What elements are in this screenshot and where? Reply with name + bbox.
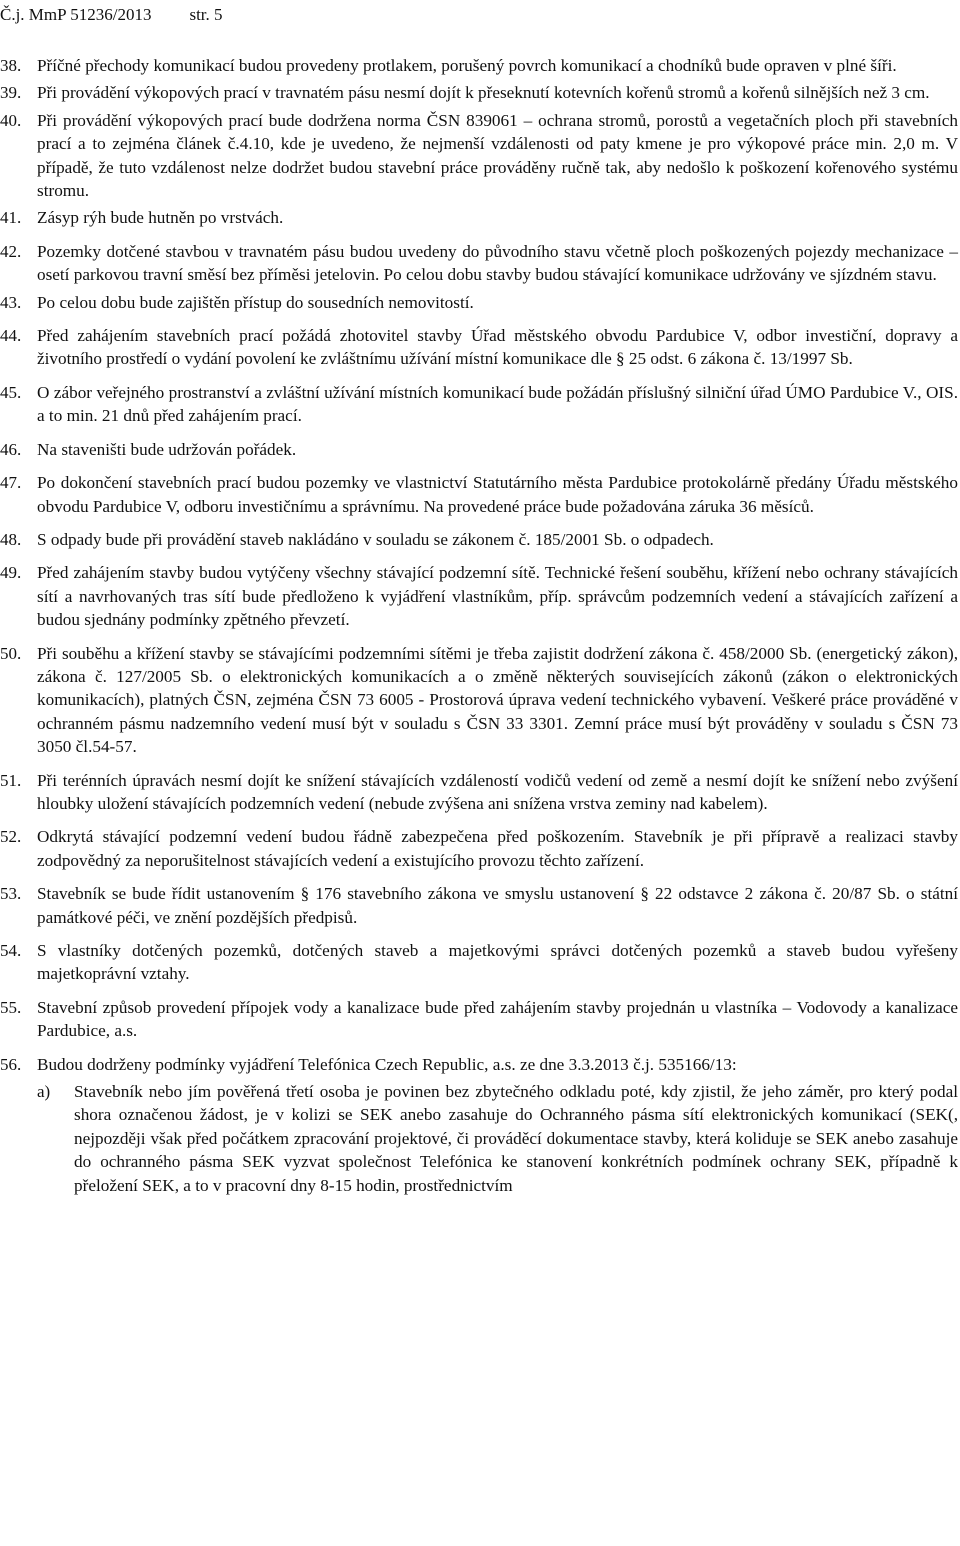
item-text: Před zahájením stavebních prací požádá zhotovitel stavby Úřad městského obvodu Pardubice V, odbor investiční, dopravy a životního prostředí o vydání povolení ke zvláštnímu užívání místní komunikace dle § 25 odst. 6 zákona č. 13/1997 Sb.	[37, 326, 958, 369]
item-number: 47.	[0, 473, 22, 493]
list-item	[0, 438, 958, 461]
item-number: 42.	[0, 241, 22, 261]
item-number: 44.	[0, 326, 22, 346]
item-text: Na staveništi bude udržován pořádek.	[37, 439, 297, 459]
page-number: str. 5	[189, 5, 223, 24]
item-number: 39.	[0, 83, 22, 103]
list-item	[0, 528, 958, 551]
item-number: 38.	[0, 56, 22, 75]
item-number: 53.	[0, 884, 22, 904]
conditions-list	[0, 54, 958, 1197]
sub-item-letter: a)	[37, 1082, 51, 1102]
item-text: Před zahájením stavby budou vytýčeny všechny stávající podzemní sítě. Technické řešení souběhu, křížení nebo ochrany stávajících sítí a navrhovaných tras sítí bude předloženo k vyjádření vlastníkům, příp. správcům podzemních vedení a stávajících zařízení a budou sjednány podmínky zpětného převzetí.	[37, 563, 958, 630]
item-text: S vlastníky dotčených pozemků, dotčených staveb a majetkovými správci dotčených pozemků a staveb budou vyřešeny majetkoprávní vztahy.	[37, 941, 958, 984]
list-item	[0, 561, 958, 631]
item-text: Při provádění výkopových prací v travnatém pásu nesmí dojít k přeseknutí kotevních kořenů stromů a kořenů silnějších než 3 cm.	[37, 83, 930, 103]
reference-number: Č.j. MmP 51236/2013	[0, 5, 152, 24]
list-item	[0, 109, 958, 203]
list-item	[0, 324, 958, 371]
item-number: 43.	[0, 292, 22, 312]
item-text: Po celou dobu bude zajištěn přístup do sousedních nemovitostí.	[37, 292, 474, 312]
item-number: 56.	[0, 1054, 22, 1074]
item-text: Stavební způsob provedení přípojek vody a kanalizace bude před zahájením stavby projednán u vlastníka – Vodovody a kanalizace Pardubice, a.s.	[37, 997, 958, 1041]
item-text: Pozemky dotčené stavbou v travnatém pásu budou uvedeny do původního stavu včetně ploch poškozených pojezdy mechanizace – osetí parkovou travní směsí bez příměsi jetelovin. Po celou dobu stavby budou stávající komunikace udržovány ve sjízdném stavu.	[37, 241, 958, 285]
list-item	[0, 1053, 958, 1076]
list-item	[0, 240, 958, 287]
item-text: Při terénních úpravách nesmí dojít ke snížení stávajících vzdáleností vodičů vedení od země a nesmí dojít ke snížení nebo zvýšení hloubky uložení stávajících podzemních vedení (nebude zvýšena ani snížena vrstva zeminy nad kabelem).	[37, 770, 958, 813]
item-number: 49.	[0, 563, 22, 583]
sub-list-item	[0, 1080, 958, 1197]
item-number: 48.	[0, 529, 22, 549]
item-text: Budou dodrženy podmínky vyjádření Telefónica Czech Republic, a.s. ze dne 3.3.2013 č.j. 535166/13:	[37, 1054, 737, 1074]
list-item	[0, 642, 958, 759]
item-text: Při souběhu a křížení stavby se stávajícími podzemními sítěmi je třeba zajistit dodržení zákona č. 458/2000 Sb. (energetický zákon), zákona č. 127/2005 Sb. o elektronických komunikacích a o změně některých souvisejících zákonů (zákon o elektronických komunikacích), platných ČSN, zejména ČSN 73 6005 - Prostorová úprava vedení technického vybavení. Veškeré práce prováděné v ochranném pásmu nadzemního vedení musí být v souladu s ČSN 33 3301. Zemní práce musí být prováděny v souladu s ČSN 73 3050 čl.54-57.	[37, 643, 958, 757]
item-number: 40.	[0, 110, 22, 130]
list-item	[0, 769, 958, 816]
list-item	[0, 291, 958, 314]
page-header	[0, 4, 223, 25]
sub-item-text: Stavebník nebo jím pověřená třetí osoba je povinen bez zbytečného odkladu poté, kdy zjistil, že jeho záměr, pro který podal shora označenou žádost, je v kolizi se SEK anebo zasahuje do Ochranného pásma sítí elektronických komunikací (SEK(, nejpozději však před počátkem zpracování projektové, či prováděcí dokumentace stavby, která koliduje se SEK anebo zasahuje do ochranného pásma SEK vyzvat společnost Telefónica ke stanovení konkrétních podmínek ochrany SEK, případně k přeložení SEK, a to v pracovní dny 8-15 hodin, prostřednictvím	[74, 1082, 958, 1195]
list-item	[0, 381, 958, 428]
item-number: 41.	[0, 208, 22, 228]
list-item	[0, 471, 958, 518]
item-number: 45.	[0, 382, 22, 402]
list-item	[0, 825, 958, 872]
list-item	[0, 81, 958, 104]
item-number: 46.	[0, 439, 22, 459]
item-text: Odkrytá stávající podzemní vedení budou řádně zabezpečena před poškozením. Stavebník je při přípravě a realizaci stavby zodpovědný za neporušitelnost stávajících vedení a existujícího provozu těchto zařízení.	[37, 827, 958, 870]
item-text: Stavebník se bude řídit ustanovením § 176 stavebního zákona ve smyslu ustanovení § 22 odstavce 2 zákona č. 20/87 Sb. o státní památkové péči, ve znění pozdějších předpisů.	[37, 884, 958, 927]
item-text: Příčné přechody komunikací budou provedeny protlakem, porušený povrch komunikací a chodníků bude opraven v plné šíři.	[37, 56, 897, 75]
list-item	[0, 206, 958, 229]
item-text: O zábor veřejného prostranství a zvláštní užívání místních komunikací bude požádán příslušný silniční úřad ÚMO Pardubice V., OIS. a to min. 21 dnů před zahájením prací.	[37, 382, 958, 426]
item-number: 50.	[0, 643, 22, 663]
item-number: 55.	[0, 997, 22, 1017]
item-number: 51.	[0, 770, 22, 790]
list-item	[0, 939, 958, 986]
item-text: Při provádění výkopových prací bude dodržena norma ČSN 839061 – ochrana stromů, porostů a vegetačních ploch při stavebních prací a to zejména článek č.4.10, kde je uvedeno, že nejmenší vzdálenosti od paty kmene je pro výkopové práce min. 2,0 m. V případě, že tuto vzdálenost nelze dodržet budou stavební práce prováděny ručně tak, aby nedošlo k poškození kořenového systému stromu.	[37, 110, 958, 201]
item-number: 52.	[0, 827, 22, 847]
item-number: 54.	[0, 941, 22, 960]
list-item	[0, 54, 958, 77]
item-text: S odpady bude při provádění staveb nakládáno v souladu se zákonem č. 185/2001 Sb. o odpadech.	[37, 529, 714, 549]
item-text: Po dokončení stavebních prací budou pozemky ve vlastnictví Statutárního města Pardubice protokolárně předány Úřadu městského obvodu Pardubice V, odboru investičnímu a správnímu. Na provedené práce bude požadována záruka 36 měsíců.	[37, 473, 958, 516]
item-text: Zásyp rýh bude hutněn po vrstvách.	[37, 208, 284, 228]
list-item	[0, 882, 958, 929]
list-item	[0, 996, 958, 1043]
